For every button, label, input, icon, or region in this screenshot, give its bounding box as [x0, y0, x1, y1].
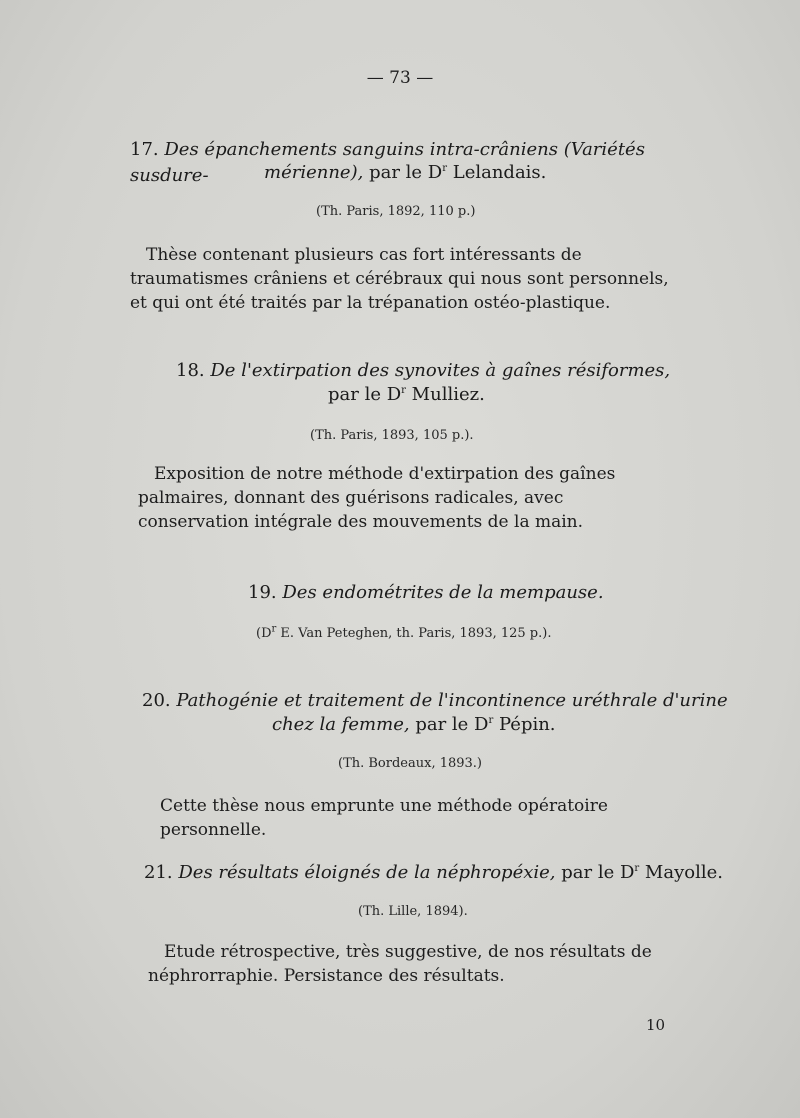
entry-21-author-pre: par le D: [561, 862, 635, 883]
entry-20-title-cont: [272, 712, 556, 738]
page-number: — 73 —: [366, 68, 434, 88]
entry-21-author-name: Mayolle.: [644, 862, 723, 883]
entry-17-title-cont: [264, 160, 546, 186]
entry-20-num: 20.: [142, 690, 171, 711]
entry-20-title-line2: chez la femme,: [272, 714, 410, 735]
entry-17-author-pre: par le D: [369, 162, 443, 183]
entry-17-paragraph: Thèse contenant plusieurs cas fort intéressants de traumatismes crâniens et cérébraux qui nous sont personnels, et qui ont été traités par la trépanation ostéo-plastique.: [130, 245, 669, 313]
entry-20-paragraph: Cette thèse nous emprunte une méthode opératoire personnelle.: [160, 796, 608, 840]
entry-21-author-sup: r: [634, 863, 640, 874]
entry-18-num: 18.: [176, 360, 205, 381]
entry-20-source: (Th. Bordeaux, 1893.): [338, 756, 482, 771]
entry-17-num: 17.: [130, 139, 159, 160]
entry-17-author-sup: r: [442, 163, 447, 174]
entry-19-source: [256, 623, 552, 641]
entry-17-author-name: Lelandais.: [452, 162, 547, 183]
entry-18-paragraph: Exposition de notre méthode d'extirpation des gaînes palmaires, donnant des guérisons radicales, avec conservation intégrale des mouvements de la main.: [138, 464, 616, 532]
entry-19-source-rest: E. Van Peteghen, th. Paris, 1893, 125 p.).: [280, 626, 552, 641]
entry-18-title-line1: De l'extirpation des synovites à gaînes résiformes,: [210, 360, 671, 381]
entry-19-num: 19.: [248, 582, 277, 603]
entry-17-source: (Th. Paris, 1892, 110 p.): [316, 204, 476, 219]
entry-19-source-pre: (D: [256, 626, 272, 641]
entry-21-source: (Th. Lille, 1894).: [358, 904, 468, 919]
entry-19-source-sup: r: [271, 623, 277, 635]
entry-18-title: [176, 358, 670, 384]
entry-18-author: [328, 382, 485, 408]
entry-20-author-pre: par le D: [415, 714, 489, 735]
entry-20-author-sup: r: [488, 715, 494, 726]
entry-18-author-name: Mulliez.: [411, 384, 485, 405]
entry-20-author-name: Pépin.: [498, 714, 556, 735]
entry-17-title-line2: mérienne),: [264, 162, 364, 183]
entry-20-title-line1: Pathogénie et traitement de l'incontinence uréthrale d'urine: [176, 690, 728, 711]
entry-21-paragraph: Etude rétrospective, très suggestive, de nos résultats de néphrorraphie. Persistance des résultats.: [148, 942, 652, 986]
entry-21-num: 21.: [144, 862, 173, 883]
entry-21-title-line1: Des résultats éloignés de la néphropéxie,: [178, 862, 556, 883]
entry-18-author-sup: r: [401, 385, 406, 396]
entry-18-author-pre: par le D: [328, 384, 402, 405]
entry-20-title: [142, 688, 728, 714]
entry-19-title: [248, 580, 604, 606]
footer-signature-number: 10: [646, 1016, 666, 1034]
entry-17-title-line1: Des épanchements sanguins intra-crâniens (Variétés susdure-: [130, 139, 645, 186]
entry-19-title-line1: Des endométrites de la mempause.: [282, 582, 604, 603]
entry-21-title: [144, 860, 723, 886]
entry-18-source: (Th. Paris, 1893, 105 p.).: [310, 428, 474, 443]
